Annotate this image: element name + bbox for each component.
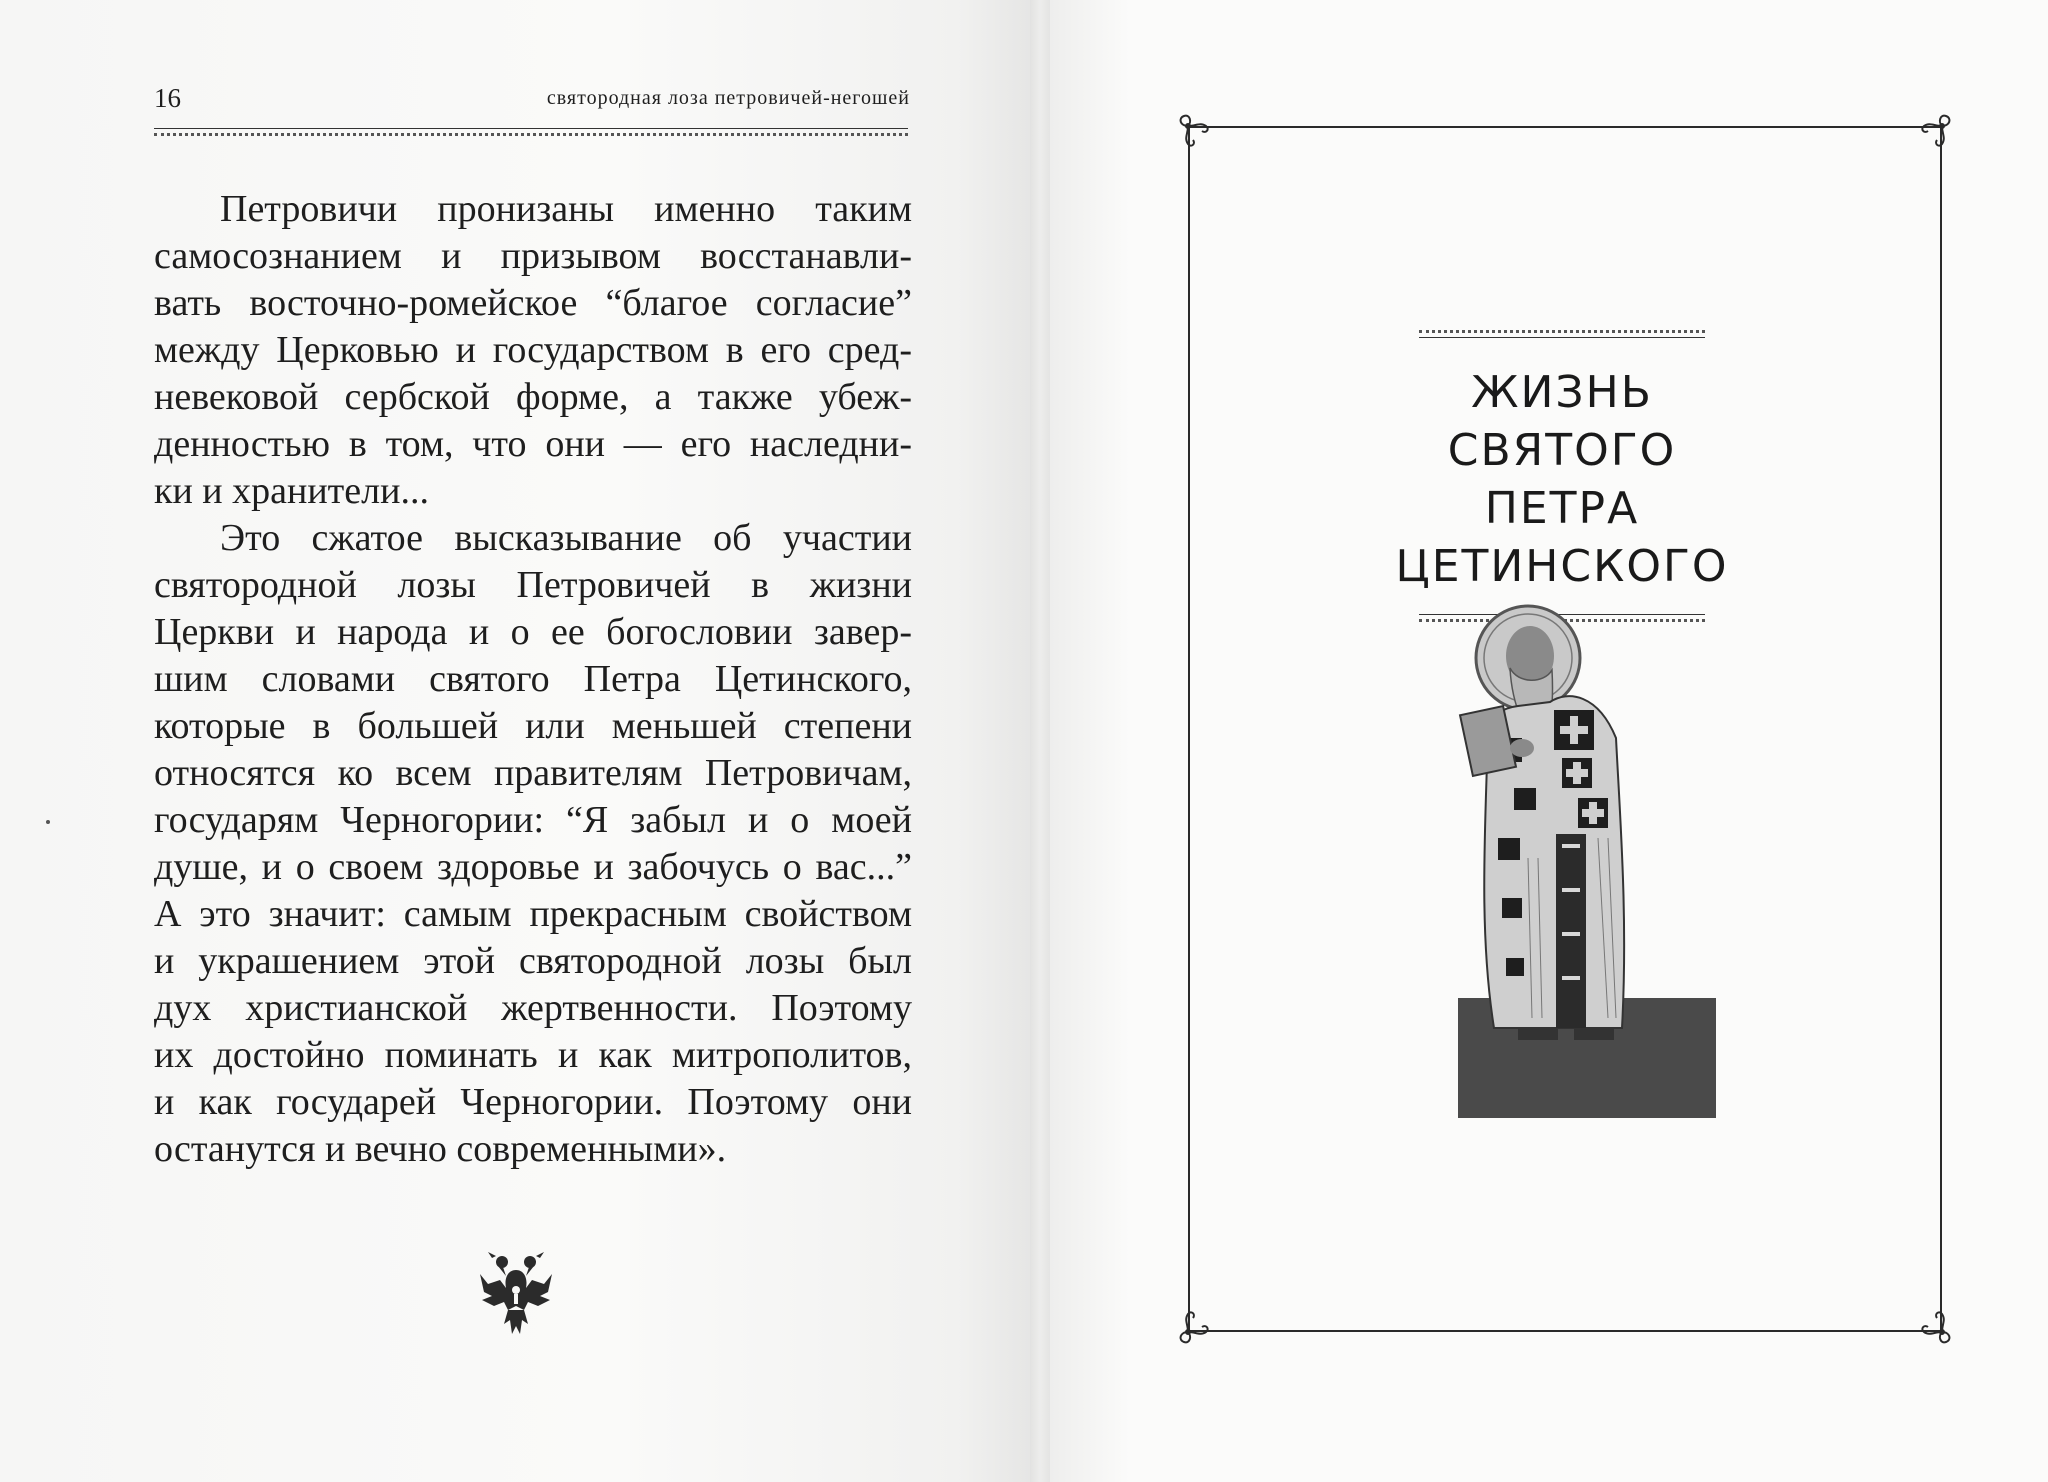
text-line: между Церковью и государством в его сред-	[154, 329, 912, 371]
text-line: и как государей Черногории. Поэтому они	[154, 1081, 912, 1123]
text-line: дух христианской жертвенности. Поэтому	[154, 987, 912, 1029]
corner-ornament-icon	[1176, 1296, 1224, 1344]
text-line: святородной лозы Петровичей в жизни	[154, 564, 912, 606]
text-line: невековой сербской форме, а также убеж-	[154, 376, 912, 418]
double-headed-eagle-icon	[478, 1250, 554, 1340]
stray-mark	[46, 820, 50, 824]
paragraph-1	[154, 186, 912, 515]
chapter-title-line: ЦЕТИНСКОГО	[1395, 541, 1729, 592]
text-line: Петровичи пронизаны именно таким	[220, 188, 912, 230]
text-line: вать восточно-ромейское “благое согласие”	[154, 282, 912, 324]
text-line: самосознанием и призывом восстанавли-	[154, 235, 912, 277]
header-rule	[154, 128, 908, 138]
text-line: их достойно поминать и как митрополитов,	[154, 1034, 912, 1076]
text-line: ки и хранители...	[154, 470, 429, 512]
text-line: останутся и вечно современными».	[154, 1128, 727, 1170]
text-line: и украшением этой святородной лозы был	[154, 940, 912, 982]
text-line: государям Черногории: “Я забыл и о моей	[154, 799, 912, 841]
corner-ornament-icon	[1906, 1296, 1954, 1344]
chapter-title	[1380, 364, 1744, 596]
text-line: которые в большей или меньшей степени	[154, 705, 912, 747]
body-text	[154, 186, 912, 1173]
saint-icon-illustration	[1458, 598, 1716, 1118]
page-number: 16	[154, 83, 181, 113]
paragraph-2	[154, 515, 912, 1173]
corner-ornament-icon	[1176, 114, 1224, 162]
book-gutter	[1030, 0, 1050, 1482]
corner-ornament-icon	[1906, 114, 1954, 162]
chapter-title-line: ЖИЗНЬ	[1471, 367, 1653, 418]
chapter-title-line: СВЯТОГО	[1447, 425, 1677, 476]
text-line: шим словами святого Петра Цетинского,	[154, 658, 912, 700]
text-line: душе, и о своем здоровье и забочусь о вас...”	[154, 846, 912, 888]
text-line: денностью в том, что они — его наследни-	[154, 423, 912, 465]
title-rule-top	[1419, 330, 1705, 340]
text-line: Это сжатое высказывание об участии	[220, 517, 912, 559]
running-title: святородная лоза петровичей-негошей	[546, 87, 910, 109]
text-line: Церкви и народа и о ее богословии завер-	[154, 611, 912, 653]
text-line: А это значит: самым прекрасным свойством	[154, 893, 912, 935]
running-head	[150, 80, 910, 116]
text-line: относятся ко всем правителям Петровичам,	[154, 752, 912, 794]
chapter-title-line: ПЕТРА	[1484, 483, 1640, 534]
